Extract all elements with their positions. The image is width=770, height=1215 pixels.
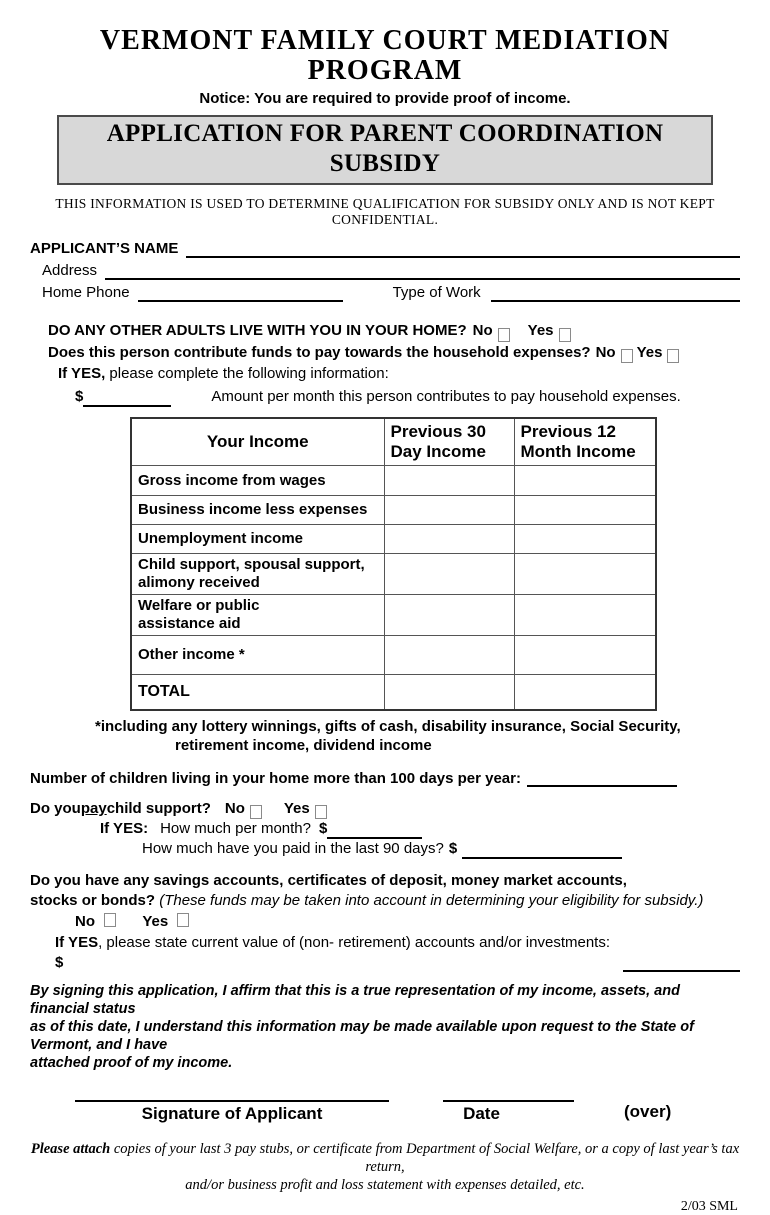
table-row-total <box>131 675 656 711</box>
pay-question-post: child support? <box>106 800 211 817</box>
date-column <box>389 1086 574 1124</box>
prev30-cell[interactable] <box>384 496 514 525</box>
type-of-work-field[interactable] <box>491 284 740 302</box>
last-90-days-field[interactable] <box>462 842 622 859</box>
contribute-question-row <box>48 342 740 364</box>
prev12-cell[interactable] <box>514 525 656 554</box>
savings-question-line2-italic: (These funds may be taken into account in determining your eligibility for subsidy.) <box>155 891 704 909</box>
attach-instructions <box>30 1140 740 1194</box>
over-label: (over) <box>624 1102 672 1121</box>
over-column <box>624 1086 671 1122</box>
phone-work-row <box>30 283 740 302</box>
savings-no-label: No <box>75 913 95 930</box>
household-if-yes-label: If YES, <box>58 365 106 382</box>
prev12-cell[interactable] <box>514 554 656 595</box>
pay-yes-label: Yes <box>283 800 310 817</box>
last-90-days-row <box>142 839 740 859</box>
other-adults-no-label: No <box>472 322 493 339</box>
other-adults-question: DO ANY OTHER ADULTS LIVE WITH YOU IN YOUR HOME? <box>48 322 467 339</box>
savings-question-line2-bold: stocks or bonds? <box>30 891 156 909</box>
children-count-label: Number of children living in your home more than 100 days per year: <box>30 770 521 787</box>
pay-yes-checkbox[interactable] <box>315 805 327 819</box>
child-support-block <box>30 799 740 859</box>
form-version: 2/03 SML <box>680 1199 738 1214</box>
attach-instructions-bold: Please attach <box>30 1141 111 1157</box>
dollar-sign: $ <box>75 387 84 405</box>
table-row-child-support <box>131 554 656 595</box>
signature-column <box>75 1086 389 1124</box>
table-row-other-income <box>131 636 656 675</box>
row-label: Child support, spousal support, alimony received <box>131 554 384 595</box>
savings-yes-label: Yes <box>142 913 169 930</box>
attach-instructions-line2: and/or business profit and loss statement with expenses detailed, etc. <box>185 1177 585 1193</box>
date-field[interactable] <box>443 1086 574 1102</box>
income-table-header-row <box>131 418 656 466</box>
prev30-cell[interactable] <box>384 554 514 595</box>
pay-no-checkbox[interactable] <box>250 805 262 819</box>
table-row-business-income <box>131 496 656 525</box>
monthly-amount-description: Amount per month this person contributes to pay household expenses. <box>211 387 681 405</box>
savings-value-row <box>55 933 740 972</box>
other-adults-question-row <box>48 320 740 342</box>
applicant-name-field[interactable] <box>186 240 740 258</box>
children-count-field[interactable] <box>527 770 677 787</box>
monthly-amount-row <box>75 386 740 408</box>
row-label: Gross income from wages <box>131 466 384 496</box>
row-label: Other income * <box>131 636 384 675</box>
row-label: Business income less expenses <box>131 496 384 525</box>
per-month-row <box>100 819 740 839</box>
other-adults-yes-checkbox[interactable] <box>559 328 571 342</box>
applicant-name-label: APPLICANT’S NAME <box>30 240 179 257</box>
prev12-cell[interactable] <box>514 675 656 711</box>
type-of-work-label: Type of Work <box>392 284 481 301</box>
table-row-unemployment-income <box>131 525 656 554</box>
household-if-yes-row <box>58 363 740 385</box>
savings-if-yes-label: If YES <box>55 934 99 951</box>
savings-if-yes-text: , please state current value of (non- retirement) accounts and/or investments: <box>98 934 610 951</box>
address-row <box>30 261 740 280</box>
prev30-cell[interactable] <box>384 636 514 675</box>
savings-question-line1: Do you have any savings accounts, certificates of deposit, money market accounts, <box>30 872 627 889</box>
prev30-cell[interactable] <box>384 675 514 711</box>
savings-dollar-sign: $ <box>55 953 64 971</box>
contribute-yes-checkbox[interactable] <box>667 349 679 363</box>
row-label: TOTAL <box>131 675 384 711</box>
savings-block <box>30 871 740 972</box>
contribute-no-checkbox[interactable] <box>621 349 633 363</box>
last-90-days-question: How much have you paid in the last 90 days? <box>142 840 444 857</box>
savings-no-yes-row <box>75 912 740 932</box>
per-month-question: How much per month? <box>160 820 311 837</box>
row-label: Unemployment income <box>131 525 384 554</box>
address-label: Address <box>42 262 98 279</box>
affirmation-statement: By signing this application, I affirm that this is a true representation of my income, assets, and financial status as of this date, I understand this information may be made available upon request to the State of Vermont, and I have attached proof of my income. <box>30 983 694 1071</box>
signature-field[interactable] <box>75 1086 389 1102</box>
prev30-cell[interactable] <box>384 595 514 636</box>
prev12-cell[interactable] <box>514 595 656 636</box>
other-adults-no-checkbox[interactable] <box>498 328 510 342</box>
household-if-yes-text: please complete the following information: <box>105 365 389 382</box>
form-title-banner: APPLICATION FOR PARENT COORDINATION SUBSIDY <box>57 115 713 185</box>
table-row-welfare <box>131 595 656 636</box>
pay-child-support-question-row <box>30 799 740 819</box>
pay-if-yes-label: If YES: <box>100 820 149 837</box>
previous-30-day-header: Previous 30 Day Income <box>384 418 514 466</box>
prev12-cell[interactable] <box>514 636 656 675</box>
signature-label: Signature of Applicant <box>141 1104 323 1123</box>
children-count-row <box>30 770 740 787</box>
prev30-cell[interactable] <box>384 525 514 554</box>
notice-text: Notice: You are required to provide proof of income. <box>199 90 571 107</box>
row-label: Welfare or public assistance aid <box>131 595 384 636</box>
table-row-gross-income <box>131 466 656 496</box>
applicant-name-row <box>30 239 740 258</box>
signature-row <box>75 1086 740 1124</box>
contribute-question: Does this person contribute funds to pay towards the household expenses? <box>48 343 591 361</box>
home-phone-field[interactable] <box>138 284 343 302</box>
per-month-dollar-sign: $ <box>318 820 328 837</box>
income-table <box>130 417 657 711</box>
prev12-cell[interactable] <box>514 496 656 525</box>
prev12-cell[interactable] <box>514 466 656 496</box>
prev30-cell[interactable] <box>384 466 514 496</box>
savings-no-checkbox[interactable] <box>104 913 116 927</box>
per-month-field[interactable] <box>327 822 422 839</box>
household-question-block <box>48 320 740 407</box>
table-footnote-line2: retirement income, dividend income <box>175 737 432 754</box>
page-title: VERMONT FAMILY COURT MEDIATION PROGRAM <box>99 25 671 86</box>
date-label: Date <box>463 1104 500 1123</box>
pay-question-pre: Do you <box>30 800 81 817</box>
savings-yes-checkbox[interactable] <box>177 913 189 927</box>
home-phone-label: Home Phone <box>42 284 130 301</box>
pay-no-label: No <box>224 800 245 817</box>
confidential-statement: THIS INFORMATION IS USED TO DETERMINE QUALIFICATION FOR SUBSIDY ONLY AND IS NOT KEPT CONFIDENTIAL. <box>55 196 715 227</box>
savings-question-line2 <box>30 891 740 911</box>
monthly-amount-field[interactable] <box>83 390 171 407</box>
previous-12-month-header: Previous 12 Month Income <box>514 418 656 466</box>
contribute-yes-label: Yes <box>636 343 663 361</box>
contribute-no-label: No <box>595 343 616 361</box>
table-footnote-line1: *including any lottery winnings, gifts of cash, disability insurance, Social Security, <box>95 718 681 735</box>
address-field[interactable] <box>105 262 740 280</box>
pay-question-underlined-word: pay <box>80 800 107 817</box>
attach-instructions-text: copies of your last 3 pay stubs, or certificate from Department of Social Welfare, or a copy of last year’s tax return, <box>110 1141 740 1175</box>
savings-value-field[interactable] <box>623 955 740 972</box>
your-income-header: Your Income <box>131 418 384 466</box>
other-adults-yes-label: Yes <box>527 322 554 339</box>
last-90-days-dollar-sign: $ <box>448 840 458 857</box>
